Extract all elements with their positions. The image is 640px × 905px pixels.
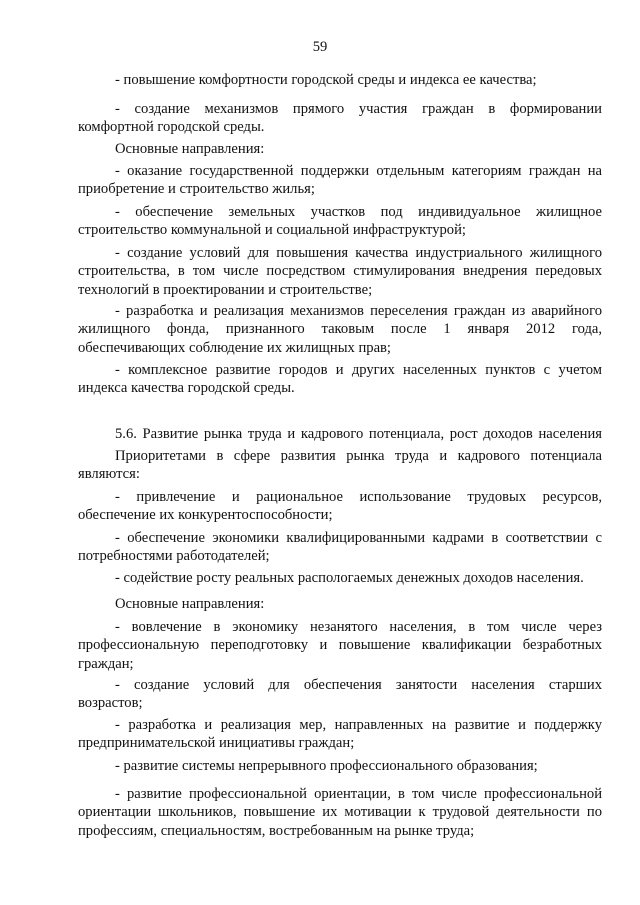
paragraph bbox=[78, 785, 602, 840]
line: Приоритетами в сфере развития рынка труда и кадрового потенциала bbox=[115, 448, 602, 464]
paragraph bbox=[78, 302, 602, 357]
paragraph bbox=[78, 488, 602, 525]
line: - комплексное развитие городов и других населенных пунктов с учетом bbox=[115, 362, 602, 378]
line: обеспечивающих соблюдение их жилищных прав; bbox=[78, 339, 391, 356]
paragraph bbox=[78, 162, 602, 199]
line: профессиям, специальностям, востребованным на рынке труда; bbox=[78, 822, 475, 839]
line: потребностями работодателей; bbox=[78, 548, 270, 565]
line: граждан; bbox=[78, 655, 134, 672]
line: являются: bbox=[78, 466, 140, 483]
line: - обеспечение земельных участков под индивидуальное жилищное bbox=[115, 204, 602, 220]
line: - содействие росту реальных распологаемых денежных доходов населения. bbox=[115, 570, 584, 586]
line: - создание механизмов прямого участия граждан в формировании bbox=[115, 101, 602, 117]
line: Основные направления: bbox=[115, 141, 265, 157]
line: 5.6. Развитие рынка труда и кадрового потенциала, рост доходов населения bbox=[115, 426, 602, 442]
paragraph bbox=[78, 100, 602, 137]
paragraph bbox=[115, 71, 602, 89]
paragraph bbox=[115, 595, 264, 613]
paragraph bbox=[78, 244, 602, 299]
paragraph bbox=[115, 569, 602, 587]
page-number: 59 bbox=[312, 39, 328, 55]
paragraph bbox=[78, 676, 602, 713]
line: ориентации школьников, повышение их мотивации к трудовой деятельности по bbox=[78, 804, 602, 821]
line: приобретение и строительство жилья; bbox=[78, 181, 315, 198]
line: - обеспечение экономики квалифицированными кадрами в соответствии с bbox=[115, 530, 602, 546]
line: - разработка и реализация механизмов переселения граждан из аварийного bbox=[115, 303, 602, 319]
line: - оказание государственной поддержки отдельным категориям граждан на bbox=[115, 163, 602, 179]
line: - разработка и реализация мер, направленных на развитие и поддержку bbox=[115, 717, 602, 733]
line: - привлечение и рациональное использование трудовых ресурсов, bbox=[115, 489, 602, 505]
line: - развитие системы непрерывного профессионального образования; bbox=[115, 758, 538, 774]
line: предпринимательской инициативы граждан; bbox=[78, 735, 355, 752]
paragraph bbox=[115, 140, 264, 158]
line: профессиональную переподготовку и повышение квалификации безработных bbox=[78, 637, 602, 654]
line: обеспечение их конкурентоспособности; bbox=[78, 507, 333, 524]
line: строительства, в том числе посредством стимулирования внедрения передовых bbox=[78, 263, 602, 280]
line: - создание условий для обеспечения занятости населения старших bbox=[115, 677, 602, 693]
paragraph bbox=[78, 618, 602, 673]
line: строительство коммунальной и социальной инфраструктурой; bbox=[78, 222, 466, 239]
line: Основные направления: bbox=[115, 596, 265, 612]
paragraph bbox=[78, 529, 602, 566]
line: комфортной городской среды. bbox=[78, 119, 265, 136]
line: возрастов; bbox=[78, 695, 143, 712]
line: - создание условий для повышения качества индустриального жилищного bbox=[115, 245, 602, 261]
paragraph bbox=[78, 203, 602, 240]
section-heading bbox=[115, 425, 602, 443]
paragraph bbox=[78, 447, 602, 484]
paragraph bbox=[78, 716, 602, 753]
line: - вовлечение в экономику незанятого населения, в том числе через bbox=[115, 619, 602, 635]
line: - развитие профессиональной ориентации, в том числе профессиональной bbox=[115, 786, 602, 802]
paragraph bbox=[78, 361, 602, 398]
line: индекса качества городской среды. bbox=[78, 380, 295, 397]
line: жилищного фонда, признанного таковым после 1 января 2012 года, bbox=[78, 321, 602, 338]
paragraph bbox=[115, 757, 602, 775]
line: - повышение комфортности городской среды и индекса ее качества; bbox=[115, 72, 537, 88]
line: технологий в проектировании и строительстве; bbox=[78, 281, 373, 298]
